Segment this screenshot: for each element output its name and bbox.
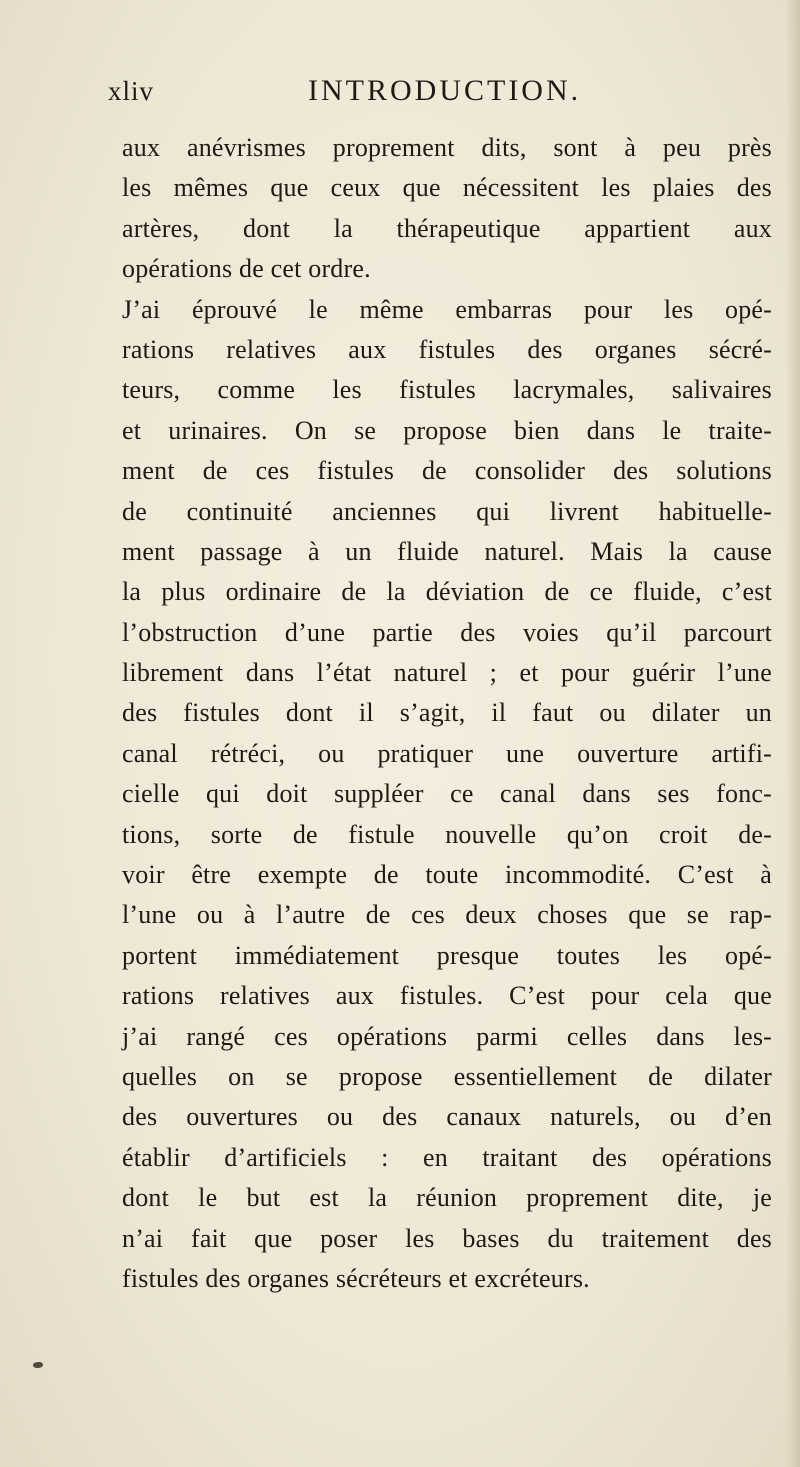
text-line: opérations de cet ordre. xyxy=(122,254,371,284)
text-line: rations relatives aux fistules des organes sécré- xyxy=(122,334,772,364)
page-number: xliv xyxy=(108,76,155,106)
text-line: rations relatives aux fistules. C’est pour cela que xyxy=(122,981,772,1011)
text-line: tions, sorte de fistule nouvelle qu’on croit de- xyxy=(122,819,772,849)
text-line: librement dans l’état naturel ; et pour guérir l’une xyxy=(122,658,772,688)
text-line: ment passage à un fluide naturel. Mais la cause xyxy=(122,536,772,566)
text-line: aux anévrismes proprement dits, sont à peu près xyxy=(122,133,772,162)
running-title: INTRODUCTION. xyxy=(308,74,582,107)
text-line: dont le but est la réunion proprement dite, je xyxy=(122,1183,772,1213)
text-line: des ouvertures ou des canaux naturels, ou d’en xyxy=(122,1102,772,1132)
text-line: canal rétréci, ou pratiquer une ouverture artifi- xyxy=(122,738,772,768)
text-line: établir d’artificiels : en traitant des opérations xyxy=(122,1142,772,1172)
text-line: des fistules dont il s’agit, il faut ou dilater un xyxy=(122,698,772,728)
text-line: l’obstruction d’une partie des voies qu’il parcourt xyxy=(122,617,772,647)
text-line: ment de ces fistules de consolider des solutions xyxy=(122,456,772,486)
text-line: les mêmes que ceux que nécessitent les plaies des xyxy=(122,173,772,203)
text-line: fistules des organes sécréteurs et excréteurs. xyxy=(122,1263,590,1293)
text-line: l’une ou à l’autre de ces deux choses que se rap- xyxy=(122,900,772,930)
ink-speck xyxy=(33,1362,43,1368)
body-text xyxy=(122,128,772,1299)
text-line: de continuité anciennes qui livrent habituelle- xyxy=(122,496,772,526)
text-line: et urinaires. On se propose bien dans le traite- xyxy=(122,415,772,445)
text-line: portent immédiatement presque toutes les opé- xyxy=(122,940,772,970)
text-line: la plus ordinaire de la déviation de ce fluide, c’est xyxy=(122,577,772,607)
page-edge-shadow xyxy=(786,0,800,1467)
text-line: j’ai rangé ces opérations parmi celles dans les- xyxy=(122,1021,772,1051)
running-head xyxy=(108,76,648,116)
text-line: cielle qui doit suppléer ce canal dans ses fonc- xyxy=(122,779,772,809)
text-line: n’ai fait que poser les bases du traitement des xyxy=(122,1223,772,1253)
text-line: teurs, comme les fistules lacrymales, salivaires xyxy=(122,375,772,405)
text-line: artères, dont la thérapeutique appartient aux xyxy=(122,213,772,243)
text-line: quelles on se propose essentiellement de dilater xyxy=(122,1061,772,1091)
text-line: J’ai éprouvé le même embarras pour les opé- xyxy=(122,294,772,324)
text-line: voir être exempte de toute incommodité. C’est à xyxy=(122,860,772,890)
